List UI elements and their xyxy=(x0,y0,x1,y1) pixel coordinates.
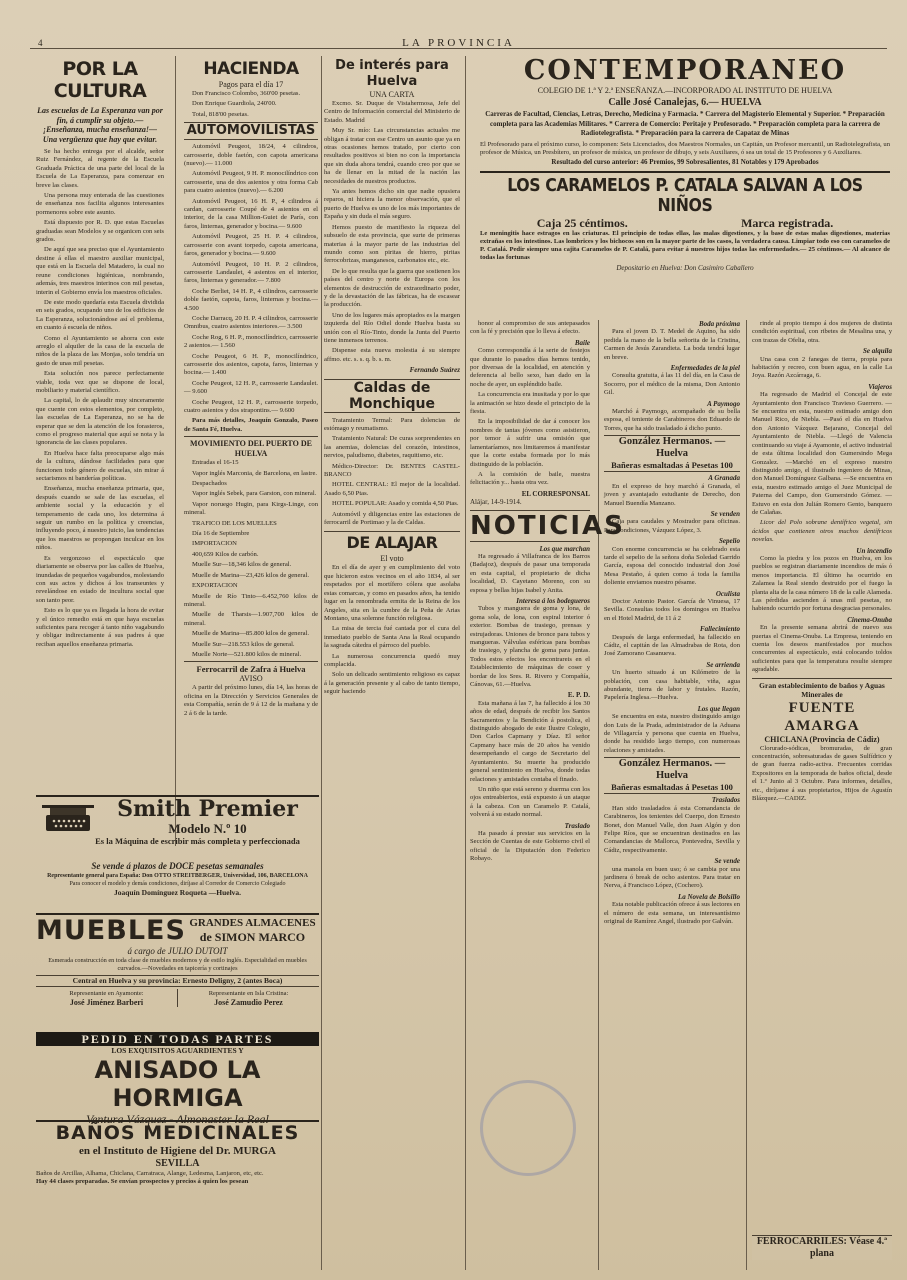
monchique-line: HOTEL CENTRAL: El mejor de la localidad. Asado 6,50 Ptas. xyxy=(324,481,460,497)
section-head: Se vende xyxy=(714,857,740,866)
column-interes-huelva xyxy=(324,58,460,1272)
puerto-line: Muelle de Tharsis—1.907,700 kilos de mineral. xyxy=(184,611,318,627)
section-head: Enfermedades de la piel xyxy=(670,364,740,373)
smith-title: Smith Premier xyxy=(117,796,298,822)
paragraph: A la comisión de baile, nuestra felicitación y... hasta otra vez. xyxy=(470,470,590,487)
exquisitos-line: LOS EXQUISITOS AGUARDIENTES Y xyxy=(111,1046,244,1055)
section-head: Baile xyxy=(574,338,590,347)
auto-item: Automóvil Peugeot, 9 H. P. monocilíndrico con carrosserie, una de dos asientos y otra forma Cab para cuatro asientos (nuevo).— 6.200 xyxy=(184,170,318,195)
paragraph: Han sido trasladados á esta Comandancia de Carabineros, los tenientes del Cuerpo, don Ernesto Bonet, don Manuel Valle, don Juan Algón y don Felipe Ríos, que se encuentran destinados en las Comandancias de Mallorca, Pontevedra, Sevilla y Cádiz, respectivamente. xyxy=(604,804,740,854)
caja-price: Caja 25 céntimos. xyxy=(536,215,628,230)
caramelos-price-row xyxy=(480,216,890,230)
fuente-amarga-title: FUENTE AMARGA xyxy=(784,699,860,734)
paragraph: honor al compromiso de sus antepasados con la fé y precisión que lo lleva á efecto. xyxy=(470,320,590,336)
paragraph: Muy Sr. mío: Las circunstancias actuales me obligan á tratar con ese Centro un asunto que ya en otras ocasiones hemos tratado, por cierto con resultados positivos si bien no con la importancia que sin duda ahora tendrá, cuando creo por que se ha de llenar en la mitad de la nación las necesidades de nuestros productos. xyxy=(324,127,460,185)
fuente-amarga-ad xyxy=(752,678,892,804)
paragraph: Como el Ayuntamiento se ahorra con este arreglo el alquiler de la casa de la escuela de niños de la plaza de las Monjas, solo tendría un gasto de unas mil pesetas. xyxy=(36,334,164,367)
paragraph: Se encuentra en esta, nuestro distinguido amigo don Luis de la Prada, administrador de la Aduana de Villagarcía y persona que cuenta en Huelva, donde ha residido largo tiempo, con numerosas relaciones y amistades. xyxy=(604,713,740,754)
monchique-line: Tratamiento Termal: Para dolencias de estómago y reumatismo. xyxy=(324,416,460,432)
library-stamp xyxy=(480,1080,576,1176)
banos-desc: Baños de Arcillas, Alhama, Chiclana, Carratraca, Alange, Ledesma, Lanjaron, etc, etc. xyxy=(36,1170,264,1177)
auto-item: Coche Rog, 6 H. P., monocilíndrico, carrosserie 2 asientos.— 1.560 xyxy=(184,333,318,350)
paragraph: Licor del Polo sobrane dentífrico vegetal, sin ácidos que contienen otros muchos dentífricos novelas. xyxy=(752,519,892,544)
monchique-line: Tratamiento Natural: De curas sorprendentes en las anemias, dolencias del corazón, intestinos, nervios, paludismo, diabetes, raquitismo, etc. xyxy=(324,435,460,460)
section-head: Fallecimiento xyxy=(699,625,740,634)
muebles-store-line: GRANDES ALMACENES xyxy=(189,917,316,929)
paragraph: Un niño que está sereno y duerma con los ojos entreabiertos, está expuesto á un ataque á la cabeza. Con un Caramelo P. Catalá, volverá á su estado normal. xyxy=(470,785,590,819)
paragraph: De lo que resulta que la guerra que sostienen los países del centro y norte de Europa con los elementos de destrucción de extraordinario poder, y de la devastación de las fábricas, ha de escasear la producción. xyxy=(324,267,460,309)
aviso-title: AVISO xyxy=(239,674,263,684)
puerto-line: Muelle Sur—218.553 kilos de general. xyxy=(192,640,295,648)
paragraph: Hemos puesto de manifiesto la riqueza del subsuelo de esta provincia, que surte de primeras materias á la mayor parte de las industrias del mundo como son piritas de hierro, piritas ferrocobrizas, manganesos, carbonatos etc., etc. xyxy=(324,223,460,265)
gran-establecimiento: Gran establecimiento de baños y Aguas Minerales de xyxy=(759,680,885,699)
colegio-line: COLEGIO DE 1.ª Y 2.ª ENSEÑANZA.—INCORPORADO AL INSTITUTO DE HUELVA xyxy=(537,86,833,95)
paragraph: Como la piedra y los pozos en Huelva, en los pueblos se registran diariamente incendios de más ó menos importancia. El último ha ocurrido en Zalamea la Real siendo destruido por el fuego la planta alta de la casa número 18 de la calle Alameda. Las pérdidas ascienden á unas mil pesetas, no habiendo ocurrido por fortuna desgracias personales. xyxy=(752,554,892,613)
puerto-line: EXPORTACION xyxy=(192,582,238,590)
chiclana-line: CHICLANA (Provincia de Cádiz) xyxy=(764,734,880,744)
muebles-header xyxy=(36,915,319,946)
paragraph: Solo un delicado sentimiento religioso es capaz á la generación presente y al cabo de tanto tiempo, seguir haciendo xyxy=(324,671,460,696)
masthead xyxy=(30,38,887,49)
paragraph: Caja para caudales y Mostrador para oficinas. Para condiciones, Vázquez López, 3. xyxy=(604,518,740,534)
paragraph: La numerosa concurrencia quedó muy complacida. xyxy=(324,652,460,668)
aviso-text: A partir del próximo lunes, día 14, las horas de oficina en la Dirección y Servicios Generales de esta Compañía, serán de 9 á 12 de la mañana y de 2 á 6 de la tarde. xyxy=(184,684,318,717)
paragraph: Ya antes hemos dicho sin que nadie opusiera reparos, ni hiciera la menor observación, que el puerto de Huelva es uno de los más importantes de España y sin duda el más seguro. xyxy=(324,188,460,221)
hormiga-title: ANISADO LA HORMIGA xyxy=(94,1056,261,1112)
banos-instituto: en el Instituto de Higiene del Dr. MURGA xyxy=(79,1145,276,1157)
section-head: Se arrienda xyxy=(706,660,740,669)
corresponsal: EL CORRESPONSAL xyxy=(521,489,590,498)
smith-premier-ad xyxy=(36,795,319,863)
puerto-line: Día 16 de Septiembre xyxy=(192,530,250,538)
pago-line: Don Francisco Colombo, 360'00 pesetas. xyxy=(192,90,301,97)
hormiga-ad xyxy=(36,1032,319,1126)
column-noticias-2 xyxy=(604,320,740,1260)
column-rule xyxy=(321,56,322,1270)
section-head: Interesa á los bodegueros xyxy=(516,596,590,605)
contemporaneo-title: CONTEMPORANEO xyxy=(523,55,847,86)
smith-representante: Representante general para España: Don OTTO STREITBERGER, Universidad, 106, BARCELONA xyxy=(47,873,308,879)
hacienda-subtitle: Pagos para el día 17 xyxy=(218,80,284,89)
zafra-title: Ferrocarril de Zafra á Huelva xyxy=(184,661,318,674)
pago-line: Total, 818'00 pesetas. xyxy=(192,110,249,118)
section-head: Boda próxima xyxy=(698,320,740,328)
paragraph: Doctor Antonio Pastor. García de Vinuesa, 17 Sevilla. Consultas todos los domingos en Huelva en el Hotel Madrid, de 11 á 2 xyxy=(604,597,740,622)
puerto-line: Muelle de Marina—23,426 kilos de general. xyxy=(192,571,310,579)
gonzalez-ad-sub: Bañeras esmaltadas á Pesetas 100 xyxy=(604,782,740,794)
paragraph: rinde al propio tiempo á dos mujeres de distinta condición espiritual, con ribetes de Mesalina una, y con trazas de Ofelia, otra. xyxy=(752,320,892,344)
section-head: Se venden xyxy=(710,509,740,518)
section-head: Cinema-Onuba xyxy=(847,615,892,624)
automovilistas-title: AUTOMOVILISTAS xyxy=(184,122,318,140)
article-subtitle: Las escuelas de La Esperanza van por fin, á cumplir su objeto.—¡Enseñanza, mucha enseñanza!—Una vergüenza que hay que evitar. xyxy=(37,106,163,144)
smith-conocer: Para conocer el modelo y demás condiciones, diríjase al Corredor de Comercio Colegiado xyxy=(69,881,286,887)
column-noticias-3 xyxy=(752,320,892,1260)
auto-item: Automóvil Peugeot, 16 H. P., 4 cilindros á cardan, carrosserie Coupé de 4 asientos en el interior, de la casa Million-Guiet de París, con faros, linternas, generador y bocina.— 9.600 xyxy=(184,197,318,230)
section-head: E. P. D. xyxy=(567,691,590,700)
auto-item: Coche Darracq, 20 H. P. 4 cilindros, carrosserie Omnibus, cuatro asientos interiores.— 3.500 xyxy=(184,314,318,331)
paragraph: De aquí que sea preciso que el Ayuntamiento destine á ellas el maestro auxiliar municipal, que está en la Escuela del Matadero, la cual no reune condiciones higiénicas, nombrando, además, tres maestros interinos con mil pesetas, interin el Gobierno envía los maestros oficiales. xyxy=(36,246,164,296)
contemporaneo-ad xyxy=(480,56,890,272)
fecha: Alájar, 14-9-1914. xyxy=(470,498,522,507)
muebles-central: Central en Huelva y su provincia: Ernesto Deligny, 2 (antes Boca) xyxy=(36,975,319,987)
paragraph: Una persona muy enterada de las cuestiones de enseñanza nos facilita algunos interesantes pormenores sobre este asunto. xyxy=(36,192,164,216)
paragraph: Ha regresado de Madrid el Concejal de este Ayuntamiento don Francisco Travieso Guerrero. —Se encuentra en esta, nuestro estimado amigo don Manuel Rico, de Niebla. —Pasó el día en Huelva don Antonio Vázquez Bejarano, Concejal del Ayuntamiento de Niebla. —Llegó de Valencia continuando su viaje á Ayamonte, el activo industrial de esta última localidad don Gumersindo Mega Gonzalez. —Marchó en el expreso nuestro distinguido amigo, el ilustrado ingeniero de Minas, don Manuel Domínguez Galbana. —Se encuentra en esta, nuestro estimado amigo el Juez Municipal de Paterna del Campo, don Gumersindo Gómez. —Estuvo en esta don Julián Romero Gento, banquero de Calañas. xyxy=(752,391,892,516)
masthead-title: LA PROVINCIA xyxy=(402,37,515,49)
paragraph: En el expreso de hoy marchó á Granada, el joven y avantajado estudiante de Derecho, don Manuel Buendía Manzano. xyxy=(604,482,740,507)
puerto-line: Muelle Norte—521.800 kilos de mineral. xyxy=(192,650,302,658)
muebles-store-line: de SIMON MARCO xyxy=(199,930,306,944)
column-por-la-cultura xyxy=(36,58,164,840)
auto-item: Automóvil Peugeot, 25 H. P. 4 cilindros, carrosserie con avant torpedo, capota americana, faros, generador y bocina.— 9.600 xyxy=(184,233,318,258)
carreras-line: Carreras de Facultad, Ciencias, Letras, Derecho, Medicina y Farmacia. * Carrera del Magisterio Elemental y Superior. * Preparación completa para las Academias Militares. * Carrera de Comercio: Peritaje y Profesorado. * Preparación completa para la carrera de Radiotelegrafista. * Preparación para la carrera de Capataz de Minas xyxy=(485,110,885,137)
banos-sevilla: SEVILLA xyxy=(155,1158,200,1169)
monchique-line: Automóvil y diligencias entre las estaciones de ferrocarril de Portimao y la de Caldas. xyxy=(324,510,460,527)
puerto-title: MOVIMIENTO DEL PUERTO DE HUELVA xyxy=(184,436,318,459)
paragraph: Esto es lo que ya es llegada la hora de evitar y el único remedio está en que haya escuelas suficientes para recoger á tanto niño vagabundo y obligar indirectamente á sus padres á que reciban aquellos enseñanza primaria. xyxy=(36,607,164,648)
gonzalez-ad: González Hermanos. — Huelva xyxy=(604,757,740,782)
caramelos-title: LOS CARAMELOS P. CATALA SALVAN A LOS NIÑOS xyxy=(507,175,863,216)
rep-name: José Jiménez Barberi xyxy=(69,998,144,1007)
column-rule xyxy=(746,320,747,1270)
paragraph: Esta notable publicación ofrece á sus lectores en el número de esta semana, un interesantísimo original de Ramírez Angel, ilustrado por Galván. xyxy=(604,901,740,925)
auto-item: Coche Peugeot, 6 H. P., monocilíndrico, carrosserie dos asientos, capota, faros, linternas y bocina.— 1.400 xyxy=(184,352,318,377)
paragraph: Tubos y manguera de goma y lona, de goma sola, de lona, con espiral interior ó exterior. Bombas de trasiego, prensas y estrujadoras. Uniones de bronce para tubos y mangueras. Válvulas esféricas para bombas de trasiego, y plancha de goma para juntas. Todos estos efectos los encontrareis en el Establecimiento de máquinas de coser y bordar de los Sres. R. Rivero y Compañía, Cánovas, 61.—Huelva. xyxy=(470,605,590,689)
resultado-line: Resultado del curso anterior: 46 Premios, 99 Sobresalientes, 81 Notables y 179 Aprobados xyxy=(551,157,819,166)
auto-contact: Para más detalles, Joaquín Gonzalo, Paseo de Santa Fé, Huelva. xyxy=(184,417,318,433)
banos-ad xyxy=(36,1120,319,1242)
smith-premier-ad-details xyxy=(36,861,319,913)
ferrocarriles-note: FERROCARRILES: Véase 4.ª plana xyxy=(752,1235,892,1260)
paragraph: Ha regresado á Villafranca de los Barros (Badajoz), después de pasar una temporada en esta capital, el propietario de dicha localidad, D. Cayetano Moreno, con su esposa y bellas hijas Isabel y Anita. xyxy=(470,552,590,594)
auto-item: Automóvil Peugeot, 10 H. P. 2 cilindros, carrosserie Landaulet, 4 asientos en el interior, faros, linternas y generador.— 7.800 xyxy=(184,260,318,285)
paragraph: Una casa con 2 fanegas de tierra, propia para habitación y recreo, con buen agua, en la calle La Joya. Razón Azcárraga, 6. xyxy=(752,355,892,380)
section-head: Traslado xyxy=(564,821,590,830)
typewriter-illustration xyxy=(40,801,96,835)
rep-name: José Zamudio Perez xyxy=(214,998,283,1007)
paragraph: En el día de ayer y en cumplimiento del voto que hicieron estos vecinos en el año 1834, al ser respetados por el mortífero cólera que asolaba estas comarcas, y como en pasados años, ha tenido lugar en la renombrada ermita de la Reina de los Angeles, sita en la cumbre de la Peña de Arias Montano, una solemne función religiosa. xyxy=(324,564,460,622)
paragraph: De este modo quedaría esta Escuela dividida en seis grados, ocupando uno de los edificios de La Esperanza, solucionándose así el problema, en cuanto á escuela de niños. xyxy=(36,298,164,332)
puerto-line: Despachados xyxy=(192,480,227,488)
address-line: Calle José Canalejas, 6.— HUELVA xyxy=(608,97,762,108)
smith-corredor: Joaquín Domínguez Roqueta —Huelva. xyxy=(113,888,242,897)
article-title: POR LA CULTURA xyxy=(53,58,147,102)
paragraph: Para el joven D. T. Medel de Aquino, ha sido pedida la mano de la bella señorita de la Cristina, Carmen de Jesús Zarandieta. La boda tendrá lugar en breve. xyxy=(604,328,740,361)
paragraph: Con enorme concurrencia se ha celebrado esta tarde el sepelio de la señora doña Soledad Garrido García, esposa del conocido industrial don José Mesa Pestaño, á quien como á toda la familia doliente enviamos nuestro pésame. xyxy=(604,545,740,587)
puerto-line: Vapor inglés Sebek, para Garston, con mineral. xyxy=(192,490,317,498)
monchique-line: HOTEL POPULAR: Asado y comida 4,50 Ptas. xyxy=(332,500,459,508)
auto-item: Coche Peugeot, 12 H. P., carrosserie Landaulet.— 9.600 xyxy=(184,379,318,396)
auto-item: Automóvil Peugeot, 18/24, 4 cilindros, carrosserie, doble faetón, con capota americana (nuevo).— 11.000 xyxy=(184,143,318,168)
column-rule xyxy=(175,56,176,846)
rep-label: Representante en Isla Cristina: xyxy=(208,990,289,997)
caramelos-ad xyxy=(480,171,890,272)
paragraph: La misa de tercia fué cantada por el cura del inmediato pueblo de Santa Ana la Real ocupando la sagrada cátedra el párroco del pueblo. xyxy=(324,625,460,650)
section-head: Viajeros xyxy=(868,382,892,391)
section-head: Se alquila xyxy=(863,347,892,356)
paragraph: una manola en buen uso; ó se cambia por una jardinera ó break de ocho asientos. Para tratar en Nerva, á Francisco López, (Cochero). xyxy=(604,865,740,890)
banos-clases: Hay 44 clases preparadas. Se envían prospectos y precios á quien los pesean xyxy=(36,1178,249,1186)
monchique-line: Médico-Director: Dr. BENTES CASTEL-BRANCO xyxy=(324,462,460,479)
paragraph: Esta solución nos parece perfectamente viable, toda vez que se dispone de local, mobiliario y material científico. xyxy=(36,370,164,394)
interes-title: De interés para Huelva xyxy=(335,58,449,89)
hacienda-title: HACIENDA xyxy=(203,59,299,79)
puerto-line: 400,659 Kilos de carbón. xyxy=(192,550,259,558)
puerto-line: TRAFICO DE LOS MUELLES xyxy=(192,519,277,527)
paragraph: Dispense esta nueva molestia á su siempre affmo. etc. s. s. q. b. s. m. xyxy=(324,347,460,363)
section-head: Un incendio xyxy=(856,546,892,555)
smith-plazos: Se vende á plazos de DOCE pesetas semanales xyxy=(91,861,264,871)
paragraph: Enseñanza, mucha enseñanza primaria, que, después cuando se sale de las escuelas, el ambiente social y la educación y el temperamento de cada uno, los determina á seguir un rumbo en la política y creencias, influyendo poco, á nuestro juicio, las tendencias que los maestros se propongan inculcar en los niños. xyxy=(36,485,164,552)
rep-label: Representante en Ayamonte: xyxy=(69,990,144,997)
puerto-line: Vapor noruego Hugin, para Kirgs-Linge, con mineral. xyxy=(184,500,318,517)
paragraph: Esta mañana á las 7, ha fallecido á los 30 años de edad, después de recibir los Santos Sacramentos y la Bendición á postolica, el distinguido abogado de este Ilustre Colegio, Don Carlos Capmany y Díaz. El señor Capmany hace más de 20 años ha venido desempeñando el cargo de Secretario del Ayuntamiento. Su muerte ha producido general sentimiento en Huelva, donde todas relaciones y amistades contaba el finado. xyxy=(470,699,590,783)
alajar-title: DE ALAJAR xyxy=(324,531,460,554)
muebles-ad xyxy=(36,913,319,1030)
puerto-line: IMPORTACION xyxy=(192,540,237,548)
paragraph: Clorurado-sódicas, bromuradas, de gran concentración, sobresaturadas de gases Sulfídrico y de gran fuerza radio-activa. Frecuentes corridas Expositores en la temporada de baños oficial, desde el 1.º Junio al 3 Octubre. Para informes, detalles, etc., diríjanse á sus propietarios, Hijos de Agustín Blázquez.—CADIZ. xyxy=(752,744,892,803)
rep-isla-cristina xyxy=(178,989,319,1007)
section-head: Oculista xyxy=(715,589,740,598)
column-hacienda xyxy=(184,58,318,717)
page-number: 4 xyxy=(38,38,43,48)
pedid-banner: PEDID EN TODAS PARTES xyxy=(36,1032,319,1046)
section-head: A Paymogo xyxy=(707,399,740,408)
auto-item: Coche Peugeot, 12 H. P., carrosserie torpedo, cuatro asientos y dos strapontins.— 9.600 xyxy=(184,398,318,414)
paragraph: En la imposibilidad de dar á conocer los nombres de tantas jóvenes como asistieron, por temor á sufrir una omisión que lamentaríamos, nos limitaremos á manifestar que la corte estaba formada por lo más distinguido de la población. xyxy=(470,418,590,468)
paragraph: Después de larga enfermedad, ha fallecido en Cádiz, el capitán de las Almadrabas de Rota, don José Zamorano Casanueva. xyxy=(604,633,740,658)
paragraph: La concurrencia era inusitada y por lo que la animación se hizo desde el principio de la fiesta. xyxy=(470,391,590,416)
carta-address: Excmo. Sr. Duque de Vistahermosa, Jefe del Centro de Información comercial del Ministerio de Estado. Madrid xyxy=(324,100,460,124)
paragraph: Ha pasado á prestar sus servicios en la Sección de Cuentas de este Gobierno civil el oficial de la Diputación don Federico Robayo. xyxy=(470,829,590,863)
gonzalez-ad-sub: Bañeras esmaltadas á Pesetas 100 xyxy=(604,460,740,472)
smith-modelo: Modelo N.º 10 xyxy=(168,821,247,836)
section-head: Sepelio xyxy=(719,537,740,546)
noticias-title: NOTICIAS xyxy=(470,510,625,541)
section-head: La Novela de Bolsillo xyxy=(677,892,740,901)
paragraph: En la presente semana abrirá de nuevo sus puertas el Cinema-Onuba. La Empresa, teniendo en cuenta los deseos manifestados por muchos concurrentes al espectáculo, está colocando toldos suficientes para que la temperatura resulte siempre agradable. xyxy=(752,624,892,674)
marca-registrada: Marca registrada. xyxy=(741,215,834,230)
puerto-line: Muelle de Río Tinto—6.452,760 kilos de mineral. xyxy=(184,592,318,608)
paragraph: En Huelva hace falta preocuparse algo más de la cultura, dándose facilidades para que funcionen todo género de escuelas, sin mirar á sectarismos ni banderías políticas. xyxy=(36,449,164,483)
column-rule xyxy=(598,320,599,1270)
banos-title: BAÑOS MEDICINALES xyxy=(55,1122,300,1144)
ventura-line: Ventura Vázquez - Almonaster la Real xyxy=(86,1112,269,1126)
paragraph: Marchó á Paymogo, acompañado de su bella esposa, el teniente de Carabineros don Eduardo de Torres, que ha sido trasladado á dicho punto. xyxy=(604,408,740,432)
depositario-line: Depositario en Huelva: Don Casimiro Caballero xyxy=(616,263,754,272)
muebles-cargo: á cargo de JULIO DUTOIT xyxy=(127,946,228,956)
muebles-reps xyxy=(36,989,319,1007)
auto-item: Coche Berliet, 14 H. P., 4 cilindros, carrosserie doble faetón, capota, faros, linternas y bocina.— 4.500 xyxy=(184,287,318,312)
alajar-subtitle: El voto xyxy=(380,554,404,564)
profesorado-line: El Profesorado para el próximo curso, lo componen: Seis Licenciados, dos Maestros Normales, un Capitán, un Profesor mercantil, un Radiotelegrafista, un profesor de Música, un Presbítero, un profesor de música, un profesor de dibujo, y seis Auxiliares, ó sea un total de 15 Profesores y 6 Auxiliares. xyxy=(480,140,890,156)
paragraph: Se ha hecho entrega por el alcalde, señor Ruiz Fernández, al regente de la Escuela Graduada Práctica de una parte del local de la Escuela de La Esperanza, para comenzar en breve las clases. xyxy=(36,148,164,189)
paragraph: Un huerto situado á un Kilómetro de la población, con casa habitable, viña, agua abundante, tierra de labor y frutales. Razón, Papelería Inglesa.—Huelva. xyxy=(604,669,740,702)
caramelos-text: Le meningitis hace estragos en las criaturas. El principio de todas ellas, las malas digestiones, y la base de estas malas digestiones, materias extrañas en los intestinos. Las lombrices y los bichocos son en la mayor parte de los casos, la verdadera causa. Limpiar todo eso con caramelos de P. Catalá. Pedir siempre una cajita Caramelos de P. Catalá, para evitar á nuestros hijos todas las enfermedades.— 25 céntimos.— Al alcance de todas las fortunas xyxy=(480,229,890,261)
paragraph: Está dispuesto por R. D. que estas Escuelas graduadas sean Modelos y se organicen con seis grados. xyxy=(36,219,164,244)
signature: Fernando Suárez xyxy=(409,366,460,375)
section-head: A Granada xyxy=(708,474,740,483)
muebles-store xyxy=(186,917,319,944)
monchique-title: Caldas de Monchique xyxy=(324,379,460,413)
section-head: Los que llegan xyxy=(697,704,740,713)
puerto-line: Muelle de Marina—85.800 kilos de general. xyxy=(192,630,310,638)
puerto-line: Vapor inglés Marconia, de Barcelona, en lastre. xyxy=(192,469,318,477)
rep-ayamonte xyxy=(36,989,178,1007)
pago-line: Don Enrique Guardiola, 240'00. xyxy=(192,100,277,108)
paragraph: Es vergonzoso el espectáculo que diariamente se observa por las calles de Huelva, inundadas de pequeños vagabundos, molestando con sus actos y dichos á los transeuntes y revelándose en estado de incultura social que son tanto peor. xyxy=(36,554,165,604)
paragraph: La capital, lo de aplaudir muy sinceramente que cuente con estos elementos, por completo, las escuelas de La Esperanza, no se ha de esperar que se den la atención de los forasteros, como el progreso material que aquí se nota y la ignorancia de las clases populares. xyxy=(36,397,164,447)
puerto-line: Entradas el 16-15 xyxy=(192,459,239,467)
gonzalez-ad: González Hermanos. — Huelva xyxy=(604,435,740,460)
smith-line: Es la Máquina de escribir más completa y perfeccionada xyxy=(95,836,300,846)
section-head: Traslados xyxy=(711,796,740,805)
carta-subtitle: UNA CARTA xyxy=(369,90,415,99)
section-head: Los que marchan xyxy=(539,544,590,553)
paragraph: Como correspondía á la serie de festejos que durante lo pasados días hemos tenido, por diversas de la localidad, en atención y deferencia al bello sexo, han dado en la noche de ayer, un espléndido baile. xyxy=(470,347,590,388)
muebles-title: MUEBLES xyxy=(36,915,186,946)
column-rule xyxy=(465,56,466,1270)
muebles-desc: Esmerada construcción en toda clase de muebles modernos y de estilo inglés. Especialidad en muebles curvados.—Novedades en tapicería y cortinajes xyxy=(48,957,307,972)
puerto-line: Muelle Sur—18,346 kilos de general. xyxy=(192,561,292,569)
paragraph: Uno de los lugares más apropiados es la margen izquierda del Río Odiel donde Huelva basta su unión con el Río-Tinto, donde la Junta del Puerto tiene inmensos terrenos. xyxy=(324,311,460,344)
paragraph: Consulta gratuita, á las 11 del día, en la Casa de Socorro, por el médico de la misma, Don Antonio Gil. xyxy=(604,372,740,397)
